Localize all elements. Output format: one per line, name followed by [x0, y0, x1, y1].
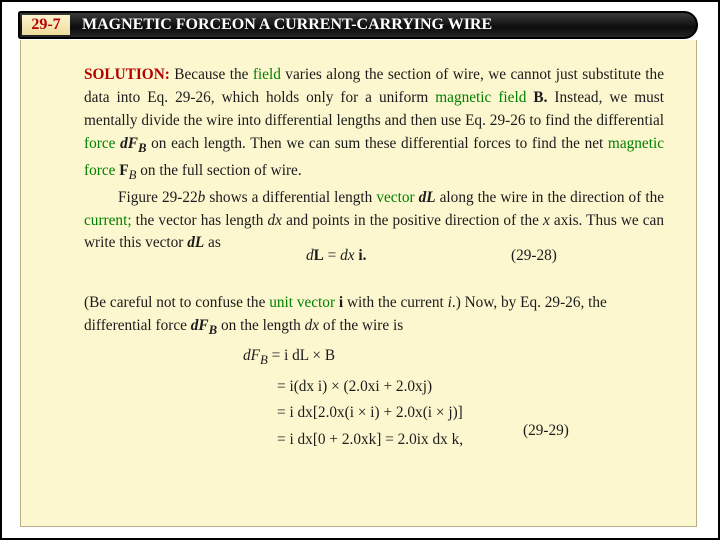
symbol-i: i: [447, 294, 452, 311]
link-unit-vector[interactable]: unit vector: [269, 294, 336, 311]
equation-row-4: [243, 427, 463, 454]
symbol-B: B.: [526, 88, 548, 106]
symbol-dL: dL: [187, 234, 205, 252]
section-title: MAGNETIC FORCEON A CURRENT-CARRYING WIRE: [82, 16, 493, 33]
text-run: Instead, we must mentally divide the wire into differential lengths and then use Eq. 29-26 to find the differential: [84, 88, 664, 129]
section-header-bar: [18, 11, 698, 39]
eq-dx: dx: [340, 247, 355, 264]
equation-29-29-block: [243, 343, 463, 453]
text-run: as: [204, 234, 221, 252]
text-run: axis. Thus we can write this vector: [84, 211, 664, 252]
solution-text: [84, 64, 664, 255]
text-run: (Be careful not to confuse the: [84, 294, 270, 311]
eq-lhs-sub: B: [260, 353, 268, 368]
eq-rhs: = i dx[2.0x(i × i) + 2.0x(i × j)]: [277, 404, 463, 422]
text-run: the vector has length: [131, 211, 268, 229]
text-run: Figure 29-22: [118, 188, 198, 206]
subscript-B: B: [137, 140, 147, 155]
paragraph-caution-text: [84, 292, 664, 342]
symbol-dL: dL: [418, 188, 436, 206]
equation-row-1: [243, 343, 463, 374]
text-run: on each length. Then we can sum these differential forces to find the net: [146, 134, 608, 152]
link-current[interactable]: current;: [84, 211, 132, 229]
equation-row-3: [243, 400, 463, 427]
link-vector[interactable]: vector: [376, 188, 415, 206]
symbol-dF: dF: [120, 134, 138, 152]
text-run: of the wire is: [319, 316, 404, 334]
eq-rhs: = i dL × B: [267, 347, 336, 364]
symbol-dx: dx: [304, 316, 320, 334]
paragraph-solution: [84, 64, 664, 187]
figure-letter: b: [197, 188, 206, 206]
solution-label: SOLUTION:: [84, 66, 170, 83]
symbol-dF: dF: [190, 316, 209, 334]
link-magnetic-force[interactable]: magnetic force: [84, 134, 664, 179]
textbook-page: [20, 40, 697, 527]
equation-29-28: [306, 247, 367, 265]
equation-number-29-29: (29-29): [523, 422, 569, 439]
eq-rhs: = i(dx i) × (2.0xi + 2.0xj): [277, 377, 433, 395]
symbol-F: F: [119, 161, 129, 179]
text-run: and points in the positive direction of the: [281, 211, 544, 229]
text-run: Because the: [169, 66, 253, 83]
eq-i: i.: [358, 247, 367, 264]
symbol-i-vector: i: [338, 294, 344, 311]
text-run: with the current: [343, 294, 448, 311]
eq-L: L: [313, 247, 324, 264]
subscript-B: B: [128, 167, 137, 182]
text-run: varies along the section of wire, we cannot just substitute the data into Eq. 29-26, which holds only for a uniform: [84, 66, 664, 106]
symbol-dx: dx: [267, 211, 282, 229]
text-run: on the full section of wire.: [136, 161, 302, 179]
link-magnetic-field[interactable]: magnetic field: [435, 88, 527, 106]
subscript-B: B: [208, 322, 218, 337]
section-number: 29-7: [22, 15, 70, 35]
equation-row-2: [243, 374, 463, 401]
eq-rhs: = i dx[0 + 2.0xk] = 2.0ix dx k,: [277, 430, 464, 448]
text-run: along the wire in the direction of the: [435, 188, 665, 206]
text-run: shows a differential length: [205, 188, 377, 206]
text-run: on the length: [217, 316, 305, 334]
text-run: .) Now, by Eq. 29-26, the differential force: [84, 294, 607, 334]
eq-lhs-dF: dF: [243, 347, 260, 364]
paragraph-figure: [84, 187, 664, 256]
symbol-x: x: [543, 211, 550, 229]
eq-equals: =: [323, 247, 341, 264]
equation-number-29-28: (29-28): [511, 247, 557, 264]
paragraph-caution: [84, 292, 664, 342]
link-force[interactable]: force: [84, 134, 116, 152]
link-field[interactable]: field: [252, 66, 281, 83]
eq-d: d: [306, 247, 314, 264]
